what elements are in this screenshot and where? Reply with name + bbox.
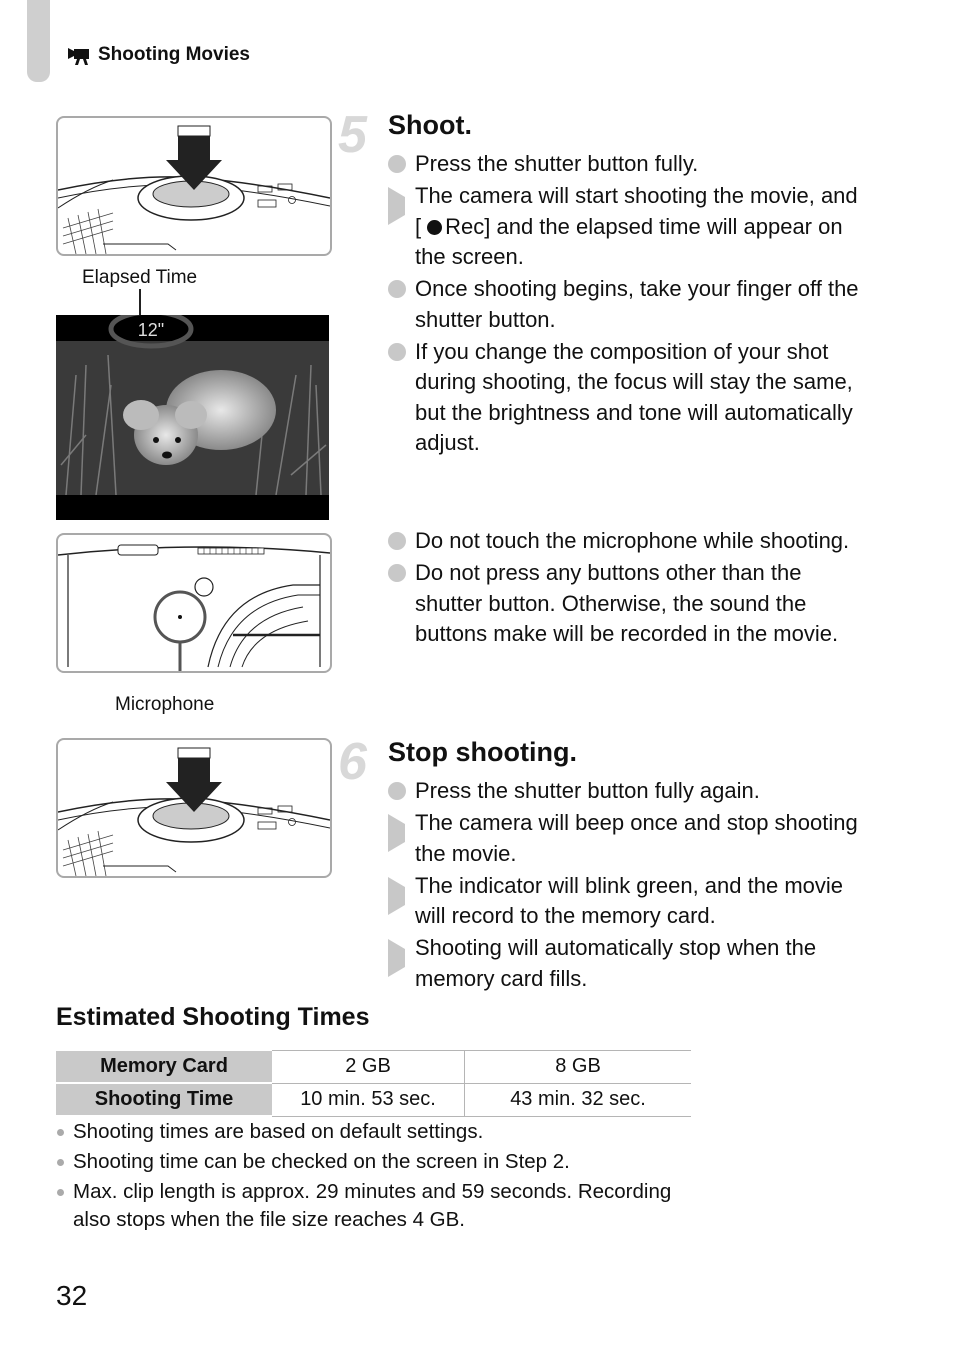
elapsed-time-readout: 12"	[137, 320, 165, 340]
table-row	[56, 1083, 691, 1116]
table-cell: 43 min. 32 sec.	[465, 1083, 692, 1116]
elapsed-time-leader	[139, 289, 141, 315]
circle-bullet-icon	[388, 564, 406, 582]
microphone-note: Do not press any buttons other than the shutter button. Otherwise, the sound the buttons make will be recorded in the movie.	[388, 558, 868, 650]
bullet-icon	[57, 1189, 64, 1196]
triangle-bullet-icon	[388, 877, 423, 915]
step-6-number: 6	[338, 733, 367, 791]
step-5-number: 5	[338, 106, 367, 164]
bullet-icon	[57, 1129, 64, 1136]
chapter-tab	[27, 0, 50, 82]
triangle-bullet-icon	[388, 814, 423, 852]
footnote: Shooting times are based on default settings.	[56, 1118, 673, 1146]
table-cell: 2 GB	[272, 1051, 465, 1084]
step-6-item: The indicator will blink green, and the movie will record to the memory card.	[388, 871, 868, 932]
movie-camera-icon	[68, 44, 94, 66]
microphone-note: Do not touch the microphone while shooting.	[388, 526, 868, 557]
footnotes-list	[56, 1118, 673, 1236]
shutter-press-again-illustration	[56, 738, 332, 878]
footnote: Max. clip length is approx. 29 minutes and 59 seconds. Recording also stops when the file size reaches 4 GB.	[56, 1178, 673, 1234]
step-6-item: Press the shutter button fully again.	[388, 776, 868, 807]
shooting-times-table	[56, 1050, 691, 1117]
microphone-notes-list	[388, 526, 868, 651]
movie-screen-photo	[56, 315, 329, 520]
row-header: Memory Card	[56, 1051, 272, 1084]
step-5-item: Press the shutter button fully.	[388, 149, 868, 180]
triangle-bullet-icon	[388, 187, 423, 225]
record-dot-icon	[427, 220, 442, 235]
table-cell: 10 min. 53 sec.	[272, 1083, 465, 1116]
table-cell: 8 GB	[465, 1051, 692, 1084]
estimated-times-title: Estimated Shooting Times	[56, 1003, 370, 1031]
step-5-item: The camera will start shooting the movie, and [ Rec] and the elapsed time will appear on the screen.	[388, 181, 868, 273]
shutter-press-illustration	[56, 116, 332, 256]
header-title: Shooting Movies	[98, 44, 250, 65]
table-row	[56, 1051, 691, 1084]
step-6-item: Shooting will automatically stop when the memory card fills.	[388, 933, 868, 994]
step-5-item: Once shooting begins, take your finger off the shutter button.	[388, 274, 868, 335]
footnote: Shooting time can be checked on the screen in Step 2.	[56, 1148, 673, 1176]
row-header: Shooting Time	[56, 1083, 272, 1116]
microphone-caption: Microphone	[115, 694, 215, 715]
bullet-icon	[57, 1159, 64, 1166]
circle-bullet-icon	[388, 782, 406, 800]
microphone-illustration	[56, 533, 332, 673]
elapsed-time-caption: Elapsed Time	[82, 267, 198, 288]
circle-bullet-icon	[388, 532, 406, 550]
triangle-bullet-icon	[388, 939, 423, 977]
step-5-list	[388, 149, 868, 460]
step-5-title: Shoot.	[388, 110, 472, 140]
step-6-title: Stop shooting.	[388, 737, 577, 767]
page-number: 32	[56, 1280, 88, 1311]
step-5-item: If you change the composition of your shot during shooting, the focus will stay the same, but the brightness and tone will automatically adjust.	[388, 337, 868, 459]
circle-bullet-icon	[388, 280, 406, 298]
step-6-item: The camera will beep once and stop shooting the movie.	[388, 808, 868, 869]
circle-bullet-icon	[388, 343, 406, 361]
circle-bullet-icon	[388, 155, 406, 173]
step-6-list	[388, 776, 868, 996]
page-header	[68, 44, 250, 66]
